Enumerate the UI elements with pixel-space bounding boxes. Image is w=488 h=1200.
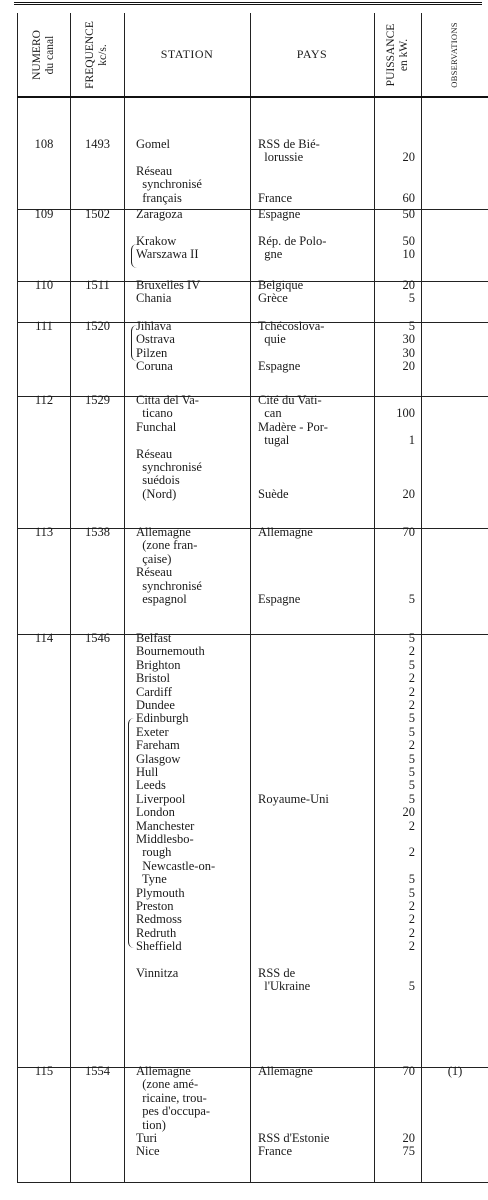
power-value: 20 — [402, 359, 415, 374]
station-name: suédois — [136, 473, 180, 488]
power-value: 5 — [408, 979, 415, 994]
station-name: Pilzen — [136, 345, 168, 360]
station-name: Cardiff — [136, 684, 172, 699]
power-value: 20 — [402, 150, 415, 165]
station-name: Gomel — [136, 137, 171, 151]
country-name: can — [258, 406, 282, 421]
station-name: Dundee — [136, 698, 175, 712]
power-value: 2 — [408, 818, 415, 833]
country-name: Royaume-Uni — [258, 791, 329, 806]
channel-number: 113 — [34, 525, 54, 539]
header-canal: NUMERO du canal — [30, 30, 56, 80]
country-name: Madère - Por- — [258, 419, 328, 434]
power-value: 5 — [408, 724, 415, 739]
country-name: Rép. de Polo- — [258, 233, 327, 248]
station-name: synchronisé — [136, 460, 202, 474]
country-name: l'Ukraine — [258, 979, 311, 994]
station-name: Leeds — [136, 778, 166, 793]
country-name: France — [258, 1144, 293, 1159]
station-name: Réseau — [136, 565, 173, 580]
station-name: Exeter — [136, 724, 169, 739]
frequency-value: 1546 — [85, 631, 110, 645]
column-rule — [70, 13, 71, 1182]
station-name: Ostrava — [136, 332, 175, 347]
power-value: 20 — [402, 278, 415, 292]
country-name: Grèce — [258, 291, 288, 306]
power-value: 60 — [402, 190, 415, 205]
station-name: Manchester — [136, 818, 195, 833]
power-value: 100 — [396, 406, 415, 421]
country-name: RSS d'Estonie — [258, 1131, 330, 1145]
station-name: Liverpool — [136, 791, 186, 806]
power-value: 2 — [408, 912, 415, 927]
column-rule — [17, 13, 18, 1182]
power-value: 20 — [402, 805, 415, 820]
station-name: synchronisé — [136, 578, 202, 593]
station-name: Preston — [136, 899, 174, 913]
channel-number: 108 — [34, 137, 54, 151]
power-value: 5 — [408, 657, 415, 672]
station-name: Fareham — [136, 738, 180, 753]
frequency-value: 1529 — [85, 393, 110, 407]
station-name: Allemagne — [136, 525, 191, 539]
station-name: Brighton — [136, 657, 181, 672]
country-name: Allemagne — [258, 525, 313, 539]
country-name: gne — [258, 247, 283, 262]
station-name: Bristol — [136, 671, 171, 686]
frequency-value: 1538 — [85, 525, 110, 539]
station-name: Belfast — [136, 631, 172, 645]
station-name: tion) — [136, 1117, 166, 1132]
station-name: Tyne — [136, 872, 167, 887]
channel-number: 109 — [34, 207, 54, 221]
power-value: 5 — [408, 765, 415, 779]
power-value: 5 — [408, 631, 415, 645]
station-name: français — [136, 190, 182, 205]
channel-number: 110 — [34, 278, 54, 292]
station-name: London — [136, 805, 175, 820]
power-value: 2 — [408, 698, 415, 712]
country-name: tugal — [258, 433, 290, 448]
power-value: 2 — [408, 644, 415, 659]
power-value: 5 — [408, 291, 415, 306]
station-name: ricaine, trou- — [136, 1090, 207, 1105]
channel-number: 115 — [34, 1064, 54, 1078]
channel-number: 111 — [35, 319, 53, 333]
channel-number: 112 — [34, 393, 54, 407]
station-name: Redmoss — [136, 912, 182, 927]
power-value: 2 — [408, 845, 415, 860]
header-station: STATION — [160, 47, 214, 62]
power-value: 5 — [408, 872, 415, 887]
station-name: Vinnitza — [136, 966, 179, 980]
station-name: Réseau — [136, 163, 173, 178]
observation-note: (1) — [447, 1064, 463, 1078]
grouping-brace — [131, 325, 138, 361]
header-rule — [17, 96, 488, 98]
frequency-value: 1502 — [85, 207, 110, 221]
station-name: Allemagne — [136, 1064, 191, 1078]
station-name: synchronisé — [136, 177, 202, 192]
country-name: RSS de — [258, 966, 296, 980]
power-value: 2 — [408, 738, 415, 753]
power-value: 2 — [408, 899, 415, 913]
country-name: Espagne — [258, 207, 301, 221]
station-name: Zaragoza — [136, 207, 183, 221]
station-name: Bruxelles IV — [136, 278, 201, 292]
power-value: 1 — [408, 433, 415, 448]
power-value: 5 — [408, 319, 415, 333]
power-value: 20 — [402, 486, 415, 501]
power-value: 70 — [402, 1064, 415, 1078]
country-name: Tchécoslova- — [258, 319, 325, 333]
power-value: 50 — [402, 233, 415, 248]
country-name: quie — [258, 332, 286, 347]
station-name: çaise) — [136, 551, 172, 566]
station-name: Middlesbo- — [136, 832, 194, 846]
power-value: 5 — [408, 778, 415, 793]
station-name: Glasgow — [136, 751, 181, 766]
power-value: 5 — [408, 751, 415, 766]
frequency-value: 1554 — [85, 1064, 110, 1078]
row-rule — [17, 1182, 488, 1183]
station-name: rough — [136, 845, 172, 860]
frequency-value: 1493 — [85, 137, 110, 151]
station-name: Funchal — [136, 419, 177, 434]
table-top-rule — [14, 2, 482, 5]
station-name: Sheffield — [136, 939, 182, 954]
station-name: Bournemouth — [136, 644, 205, 659]
country-name: Espagne — [258, 592, 301, 606]
frequency-value: 1520 — [85, 319, 110, 333]
column-rule — [421, 13, 422, 1182]
power-value: 30 — [402, 345, 415, 360]
station-name: Chania — [136, 291, 172, 306]
frequency-value: 1511 — [85, 278, 110, 292]
station-name: Jihlava — [136, 319, 172, 333]
station-name: (zone fran- — [136, 538, 198, 553]
header-observations: OBSERVATIONS — [448, 22, 459, 88]
header-frequence: FREQUENCE kc/s. — [83, 21, 109, 89]
station-name: Turi — [136, 1131, 158, 1145]
power-value: 75 — [402, 1144, 415, 1159]
power-value: 20 — [402, 1131, 415, 1145]
country-name: France — [258, 190, 293, 205]
station-name: Redruth — [136, 925, 177, 940]
column-rule — [250, 13, 251, 1182]
station-name: (zone amé- — [136, 1077, 199, 1092]
country-name: Cité du Vati- — [258, 393, 322, 407]
power-value: 2 — [408, 671, 415, 686]
country-name: RSS de Bié- — [258, 137, 320, 151]
power-value: 2 — [408, 684, 415, 699]
power-value: 70 — [402, 525, 415, 539]
country-name: lorussie — [258, 150, 304, 165]
station-name: Coruna — [136, 359, 173, 374]
country-name: Belgique — [258, 278, 304, 292]
column-rule — [124, 13, 125, 1182]
channel-number: 114 — [34, 631, 54, 645]
power-value: 5 — [408, 791, 415, 806]
country-name: Allemagne — [258, 1064, 313, 1078]
station-name: (Nord) — [136, 486, 177, 501]
grouping-brace — [131, 244, 138, 268]
column-rule — [374, 13, 375, 1182]
station-name: Warszawa II — [136, 247, 199, 262]
country-name: Suède — [258, 486, 289, 501]
station-name: Krakow — [136, 233, 177, 248]
power-value: 5 — [408, 592, 415, 606]
power-value: 2 — [408, 925, 415, 940]
power-value: 50 — [402, 207, 415, 221]
power-value: 5 — [408, 885, 415, 900]
header-puissance: PUISSANCE en kW. — [384, 23, 410, 87]
station-name: ticano — [136, 406, 173, 421]
station-name: Citta del Va- — [136, 393, 199, 407]
grouping-brace — [128, 718, 135, 948]
power-value: 30 — [402, 332, 415, 347]
header-pays: PAYS — [296, 47, 328, 62]
station-name: pes d'occupa- — [136, 1104, 211, 1119]
station-name: Newcastle-on- — [136, 858, 216, 873]
station-name: Edinburgh — [136, 711, 189, 726]
station-name: espagnol — [136, 592, 187, 606]
station-name: Plymouth — [136, 885, 185, 900]
power-value: 10 — [402, 247, 415, 262]
country-name: Espagne — [258, 359, 301, 374]
station-name: Nice — [136, 1144, 160, 1159]
power-value: 2 — [408, 939, 415, 954]
station-name: Hull — [136, 765, 159, 779]
power-value: 5 — [408, 711, 415, 726]
station-name: Réseau — [136, 446, 173, 461]
